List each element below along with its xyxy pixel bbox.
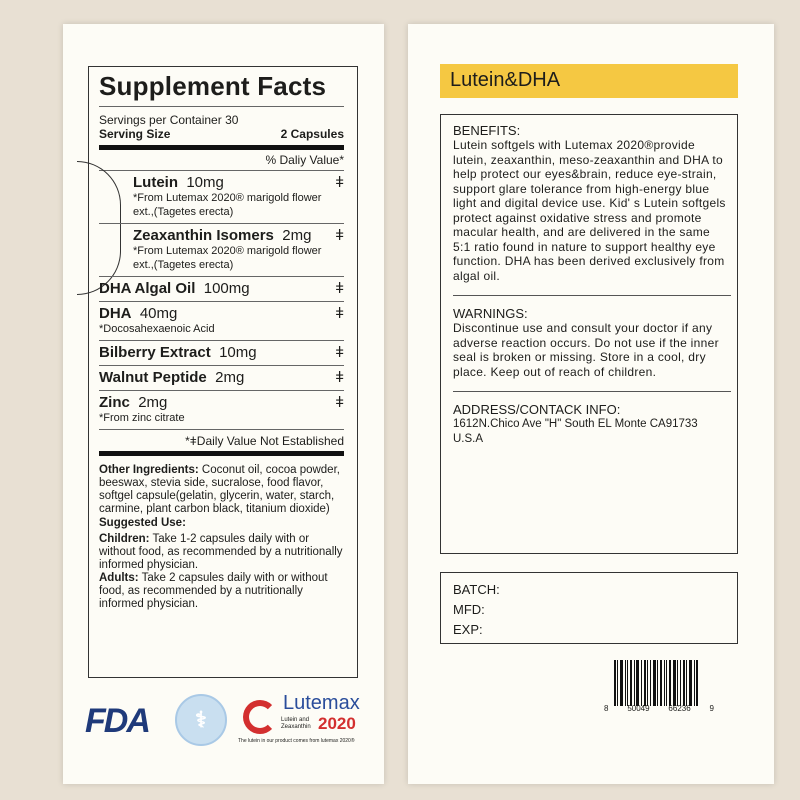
- daily-value-header: % Daliy Value*: [99, 150, 344, 171]
- nutrient-note: *From Lutemax 2020® marigold flower ext.,(Tagetes erecta): [133, 245, 322, 271]
- barcode-bar: [669, 660, 671, 706]
- barcode-bar: [657, 660, 658, 706]
- product-info-panel: [408, 24, 774, 784]
- lutemax-year: 2020: [318, 714, 356, 733]
- nutrient-row: [99, 224, 344, 277]
- nutrient-note: *From Lutemax 2020® marigold flower ext.,(Tagetes erecta): [133, 192, 322, 218]
- warnings-label: WARNINGS:: [453, 306, 528, 321]
- lutemax-subtitle: Lutein and Zeaxanthin: [281, 717, 311, 730]
- nutrient-amount: 10mg: [186, 174, 224, 191]
- barcode: [604, 660, 714, 718]
- nutrient-row: [99, 277, 344, 302]
- nutrient-note: *From zinc citrate: [99, 412, 185, 424]
- barcode-bar: [647, 660, 648, 706]
- barcode-bar: [694, 660, 695, 706]
- exp-label: EXP:: [453, 622, 483, 637]
- barcode-bar: [650, 660, 651, 706]
- barcode-digit: 66236: [668, 704, 691, 713]
- nutrient-dv: ǂ: [335, 280, 344, 297]
- certification-seal-icon: ⚕: [175, 694, 227, 746]
- barcode-bar: [617, 660, 618, 706]
- lutemax-logo-text: Lutemax: [283, 692, 360, 714]
- nutrient-row: [99, 171, 344, 224]
- nutrient-dv: ǂ: [335, 174, 344, 191]
- barcode-bar: [653, 660, 656, 706]
- certification-logos: [83, 692, 373, 752]
- children-use: Children: Take 1-2 capsules daily with or without food, as recommended by a nutritionally informed physician.: [99, 533, 343, 571]
- adults-use: Adults: Take 2 capsules daily with or without food, as recommended by a nutritionally informed physician.: [99, 572, 328, 610]
- barcode-bar: [644, 660, 646, 706]
- barcode-bar: [680, 660, 681, 706]
- warnings-text: Discontinue use and consult your doctor if any adverse reaction occurs. Do not use if the inner seal is broken or missing. Store in a cool, dry place. Keep out of reach of children.: [453, 321, 719, 379]
- batch-label: BATCH:: [453, 582, 500, 597]
- barcode-bar: [627, 660, 628, 706]
- barcode-bar: [660, 660, 662, 706]
- facts-title: Supplement Facts: [99, 71, 344, 107]
- nutrient-row: [99, 366, 344, 391]
- nutrient-amount: 100mg: [203, 280, 250, 297]
- barcode-bar: [625, 660, 626, 706]
- serving-size-label: Serving Size: [99, 127, 171, 141]
- nutrient-name: DHA: [99, 305, 132, 322]
- nutrient-name: Lutein: [133, 174, 178, 191]
- barcode-bar: [634, 660, 635, 706]
- benefits-label: BENEFITS:: [453, 123, 521, 138]
- barcode-bar: [686, 660, 687, 706]
- lutemax-logo-icon: [243, 700, 277, 734]
- nutrient-dv: ǂ: [335, 369, 344, 386]
- barcode-bar: [664, 660, 665, 706]
- barcode-digit: 50049: [627, 704, 650, 713]
- supplement-facts-table: [88, 66, 358, 678]
- batch-box: [440, 572, 738, 644]
- nutrient-row: [99, 391, 344, 430]
- barcode-bar: [683, 660, 685, 706]
- nutrient-note: *Docosahexaenoic Acid: [99, 323, 215, 335]
- nutrient-dv: ǂ: [335, 227, 344, 244]
- mfd-label: MFD:: [453, 602, 485, 617]
- barcode-digit: 9: [709, 704, 714, 713]
- nutrient-name: Zeaxanthin Isomers: [133, 227, 274, 244]
- nutrient-amount: 10mg: [219, 344, 257, 361]
- nutrient-row: [99, 302, 344, 341]
- supplement-facts-panel: [63, 24, 384, 784]
- product-title: Lutein&DHA: [440, 64, 738, 98]
- barcode-bar: [614, 660, 616, 706]
- barcode-bar: [689, 660, 692, 706]
- nutrient-name: Walnut Peptide: [99, 369, 207, 386]
- nutrient-dv: ǂ: [335, 394, 344, 411]
- barcode-bar: [630, 660, 632, 706]
- nutrient-name: Bilberry Extract: [99, 344, 211, 361]
- address-text: 1612N.Chico Ave "H" South EL Monte CA91733 U.S.A: [453, 418, 698, 445]
- barcode-bar: [673, 660, 676, 706]
- nutrient-row: [99, 341, 344, 366]
- nutrient-dv: ǂ: [335, 305, 344, 322]
- barcode-bar: [636, 660, 639, 706]
- lutemax-footer: The lutein in our product comes from lutemax 2020®: [238, 738, 355, 744]
- suggested-use-label: Suggested Use:: [99, 517, 186, 529]
- nutrient-name: Zinc: [99, 394, 130, 411]
- nutrient-dv: ǂ: [335, 344, 344, 361]
- nutrient-amount: 40mg: [139, 305, 178, 322]
- serving-size-value: 2 Capsules: [280, 127, 344, 141]
- barcode-digit: 8: [604, 704, 609, 713]
- daily-value-footnote: *ǂDaily Value Not Established: [99, 430, 344, 456]
- address-label: ADDRESS/CONTACK INFO:: [453, 402, 621, 417]
- benefits-text: Lutein softgels with Lutemax 2020®provide lutein, zeaxanthin, meso-zeaxanthin and DHA to help protect our eyes&brain, reduce eye-strain, support glare tolerance from high-energy blue light and digital device use. Kid' s Lutein softgels protect against oxidative stress and promote macular health, and are delivered in the same 5:1 ratio found in nature to support healthy eye function. DHA has been derived exclusively from algal oil.: [453, 138, 726, 283]
- nutrient-amount: 2mg: [138, 394, 168, 411]
- nutrient-amount: 2mg: [215, 369, 245, 386]
- nutrient-amount: 2mg: [282, 227, 312, 244]
- fda-logo: FDA: [85, 702, 149, 740]
- barcode-bar: [620, 660, 623, 706]
- servings-per-container: Servings per Container 30: [99, 113, 239, 127]
- nutrient-name: DHA Algal Oil: [99, 280, 196, 297]
- barcode-bar: [696, 660, 698, 706]
- barcode-bar: [677, 660, 678, 706]
- barcode-bar: [666, 660, 667, 706]
- barcode-bar: [641, 660, 642, 706]
- info-box: [440, 114, 738, 554]
- other-ingredients: Other Ingredients: Coconut oil, cocoa powder, beeswax, stevia side, sucralose, food flavor, softgel capsule(gelatin, glycerin, water, starch, carmine, plant carbon black, titanium dioxide): [99, 464, 340, 515]
